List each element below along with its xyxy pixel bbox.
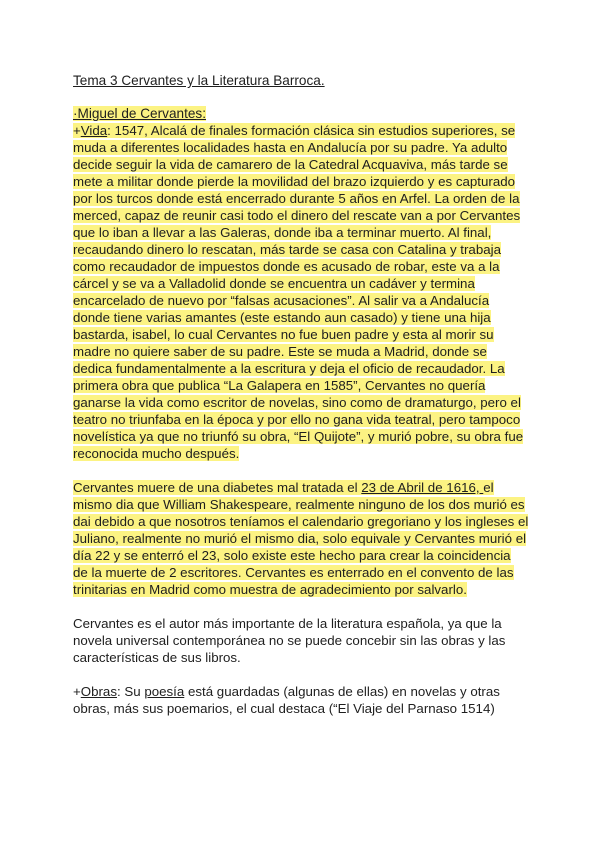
muerte-text-before: Cervantes muere de una diabetes mal tratada el — [73, 480, 362, 495]
obras-label: Obras — [80, 684, 117, 699]
muerte-text-after: el mismo dia que William Shakespeare, realmente ninguno de los dos murió es dai debido a que nosotros teníamos el calendario gregoriano y los ingleses el Juliano, realmente no murió el mismo dia, solo equivale y Cervantes murió el día 22 y se enterró el 23, solo existe este hecho para crear la coincidencia de la muerte de 2 escritores. Cervantes es enterrado en el convento de las trinitarias en Madrid como muestra de agradecimiento por salvarlo. — [73, 480, 529, 597]
vida-label: Vida — [80, 123, 108, 138]
section-heading-text: ·Miguel de Cervantes: — [73, 106, 206, 121]
obras-poesia: poesía — [144, 684, 185, 699]
vida-paragraph — [73, 122, 529, 462]
muerte-paragraph — [73, 479, 529, 598]
vida-prefix: + — [73, 123, 81, 138]
section-heading — [73, 105, 529, 122]
obras-paragraph — [73, 683, 529, 717]
obras-colon: : Su — [116, 684, 145, 699]
vida-text: : 1547, Alcalá de finales formación clásica sin estudios superiores, se muda a diferentes localidades hasta en Andalucía por su padre. Ya adulto decide seguir la vida de camarero de la Catedral Acquaviva, más tarde se mete a militar donde pierde la movilidad del brazo izquierdo y es capturado por los turcos donde está encerrado durante 5 años en Arfel. La orden de la merced, capaz de reunir casi todo el dinero del rescate van a por Cervantes que lo iban a llevar a las Galeras, donde iba a terminar muerto. Al final, recaudando dinero lo rescatan, más tarde se casa con Catalina y trabaja como recaudador de impuestos donde es acusado de robar, este va a la cárcel y se va a Valladolid donde se encuentra un cadáver y termina encarcelado de nuevo por “falsas acusaciones”. Al salir va a Andalucía donde tiene varias amantes (este estando aun casado) y tiene una hija bastarda, isabel, lo cual Cervantes no fue buen padre y esta al morir su madre no quiere saber de su padre. Este se muda a Madrid, donde se dedica fundamentalmente a la escritura y deja el oficio de recaudador. La primera obra que publica “La Galapera en 1585”, Cervantes no quería ganarse la vida como escritor de novelas, sino como de dramaturgo, pero el teatro no triunfaba en la época y por ello no gana vida teatral, pero tampoco novelística ya que no triunfó su obra, “El Quijote”, y murió pobre, su obra fue reconocida mucho después. — [73, 123, 524, 461]
muerte-date: 23 de Abril de 1616, — [361, 480, 484, 495]
importancia-paragraph: Cervantes es el autor más importante de la literatura española, ya que la novela universal contemporánea no se puede concebir sin las obras y las características de sus libros. — [73, 616, 506, 665]
document-page — [73, 72, 529, 717]
document-title: Tema 3 Cervantes y la Literatura Barroca. — [73, 73, 325, 88]
obras-text: está guardadas (algunas de ellas) en novelas y otras obras, más sus poemarios, el cual destaca (“El Viaje del Parnaso 1514) — [73, 684, 500, 716]
obras-prefix: + — [73, 684, 81, 699]
